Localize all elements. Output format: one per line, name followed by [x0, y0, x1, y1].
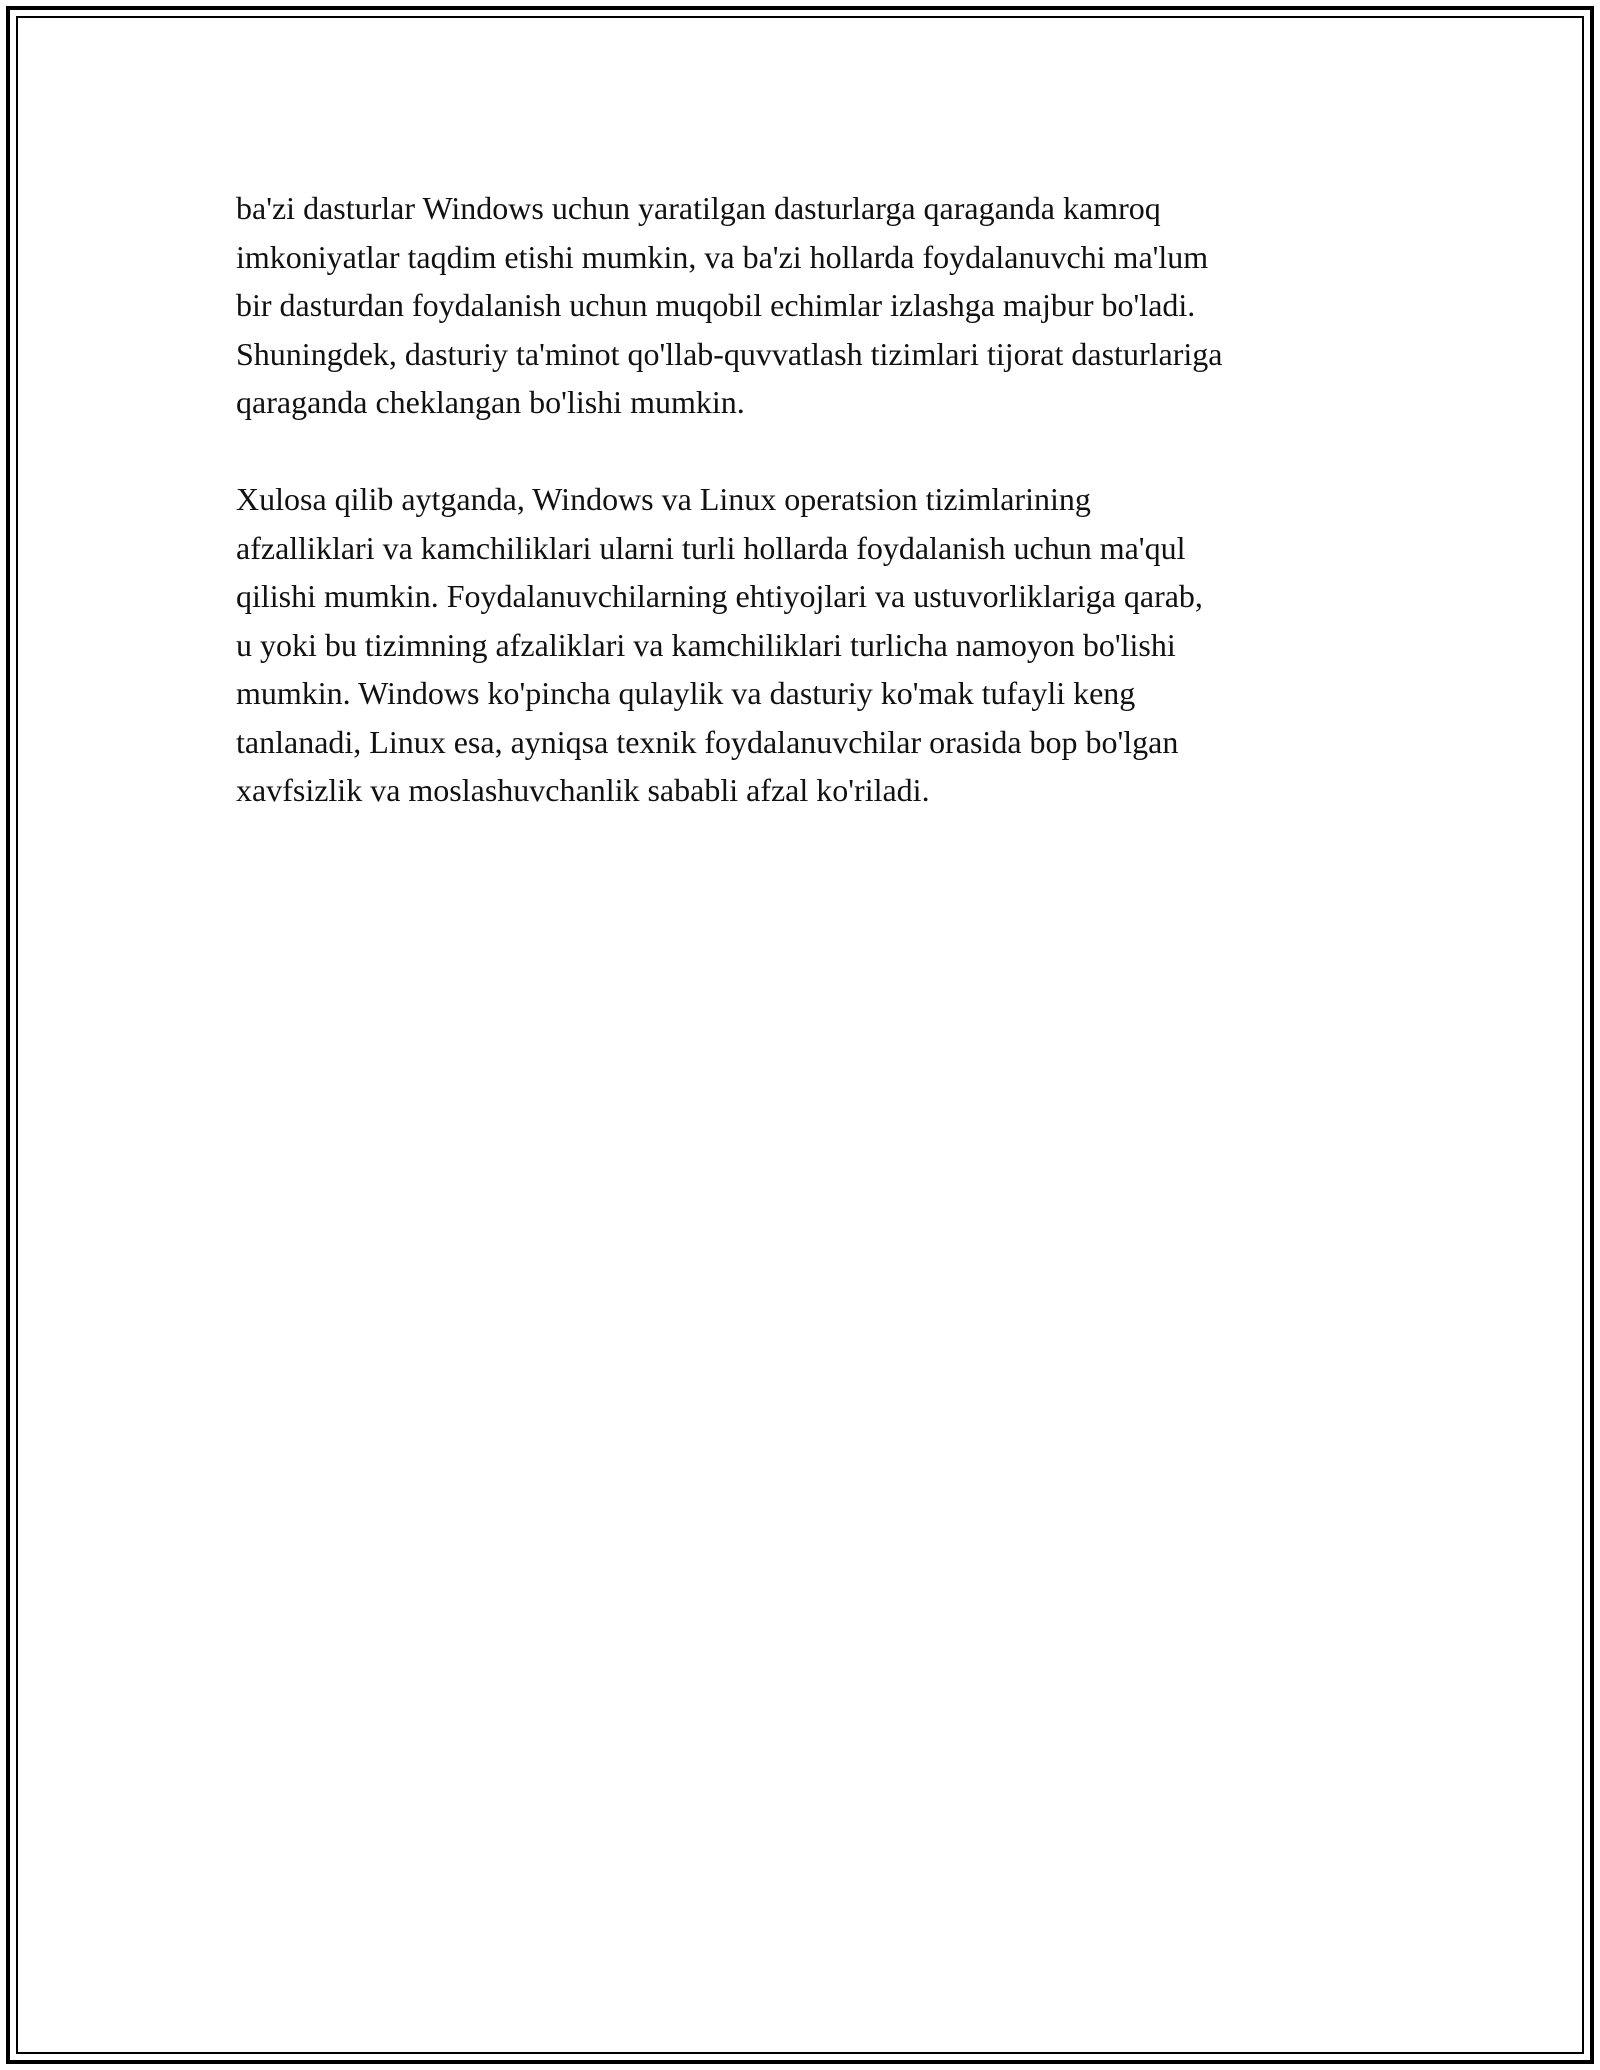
text-line: bir dasturdan foydalanish uchun muqobil echimlar izlashga majbur bo'ladi. — [236, 287, 1196, 323]
text-line: tanlanadi, Linux esa, ayniqsa texnik foydalanuvchilar orasida bop bo'lgan — [236, 723, 1179, 760]
text-line: Shuningdek, dasturiy ta'minot qo'llab-quvvatlash tizimlari tijorat dasturlariga — [236, 335, 1223, 372]
text-line: Xulosa qilib aytganda, Windows va Linux operatsion tizimlarining — [236, 481, 1091, 517]
paragraph-2 — [236, 475, 1416, 815]
document-body — [236, 184, 1416, 815]
text-line: imkoniyatlar taqdim etishi mumkin, va ba'zi hollarda foydalanuvchi ma'lum — [236, 238, 1209, 275]
text-line: ba'zi dasturlar Windows uchun yaratilgan dasturlarga qaraganda kamroq — [236, 190, 1161, 226]
text-line: xavfsizlik va moslashuvchanlik sababli afzal ko'riladi. — [236, 772, 930, 808]
text-line: afzalliklari va kamchiliklari ularni turli hollarda foydalanish uchun ma'qul — [236, 529, 1186, 566]
paragraph-1 — [236, 184, 1416, 427]
text-line: u yoki bu tizimning afzaliklari va kamchiliklari turlicha namoyon bo'lishi — [236, 626, 1176, 663]
text-line: mumkin. Windows ko'pincha qulaylik va dasturiy ko'mak tufayli keng — [236, 675, 1136, 711]
text-line: qaraganda cheklangan bo'lishi mumkin. — [236, 384, 745, 420]
text-line: qilishi mumkin. Foydalanuvchilarning ehtiyojlari va ustuvorliklariga qarab, — [236, 578, 1203, 614]
